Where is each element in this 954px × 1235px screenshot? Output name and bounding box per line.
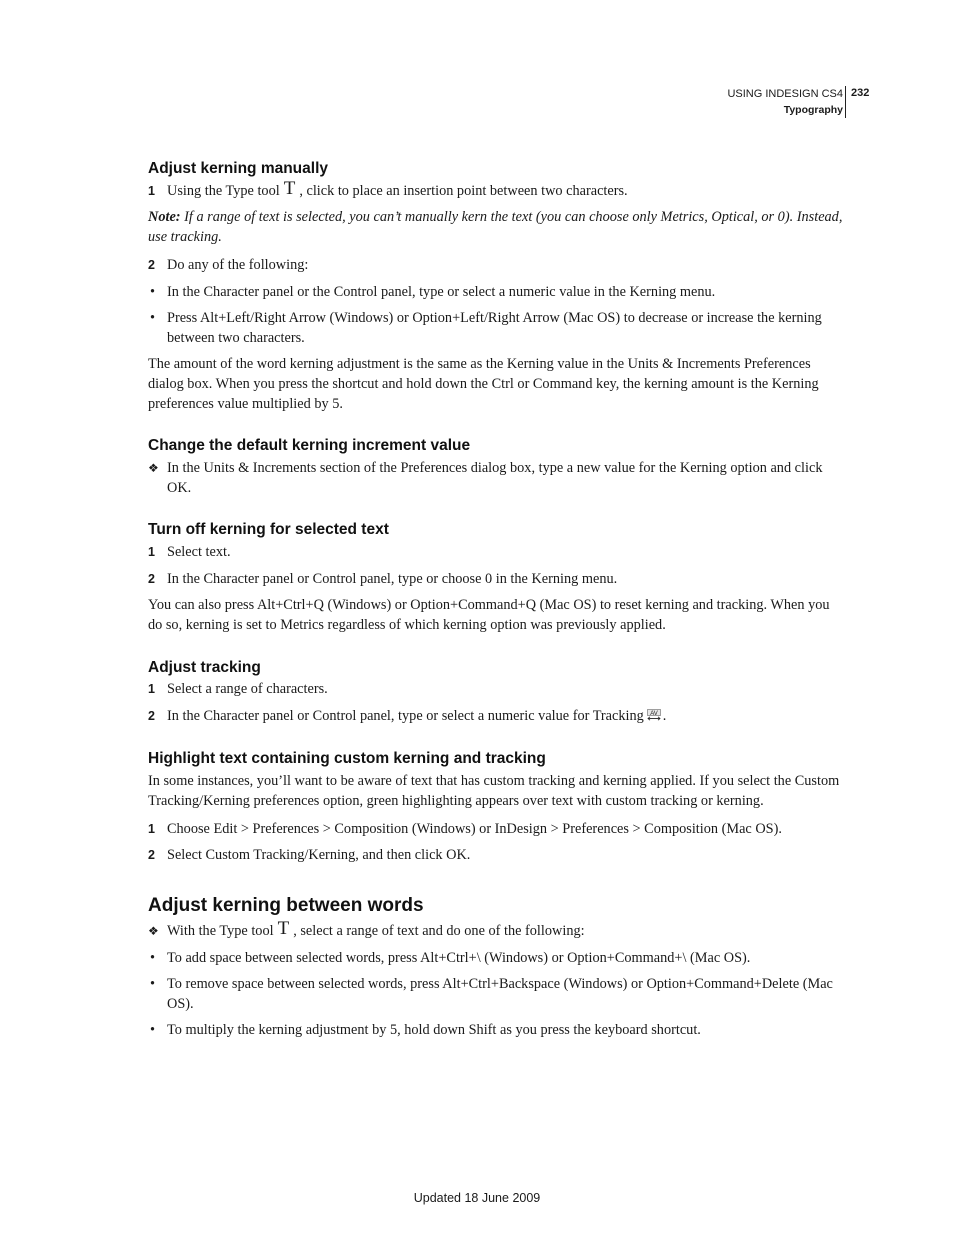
diamond-bullet-icon: ❖ [148,924,159,938]
body-paragraph: The amount of the word kerning adjustment is the same as the Kerning value in the Units & Increments Preferences dialog box. When you press the shortcut and hold down the Ctrl or Command key, the kerning amount is the Kerning preferences value multiplied by 5. [148,356,819,412]
heading-turn-off-kerning: Turn off kerning for selected text [148,521,389,538]
procedure-text-cont: , select a range of text and do one of the following: [293,923,585,939]
step-text: Select Custom Tracking/Kerning, and then click OK. [167,847,471,863]
type-tool-icon: T [277,918,290,939]
tracking-icon [647,709,661,721]
step-number: 2 [148,258,155,272]
procedure-text: In the Units & Increments section of the Preferences dialog box, type a new value for the Kerning option and click OK. [167,460,823,496]
chapter-title: Typography [783,104,843,116]
bullet-marker: • [150,950,156,966]
step-number: 1 [148,184,155,198]
note-text: If a range of text is selected, you can’t manually kern the text (you can choose only Metrics, Optical, or 0). Instead, use tracking. [148,209,843,245]
step-text-cont: . [662,708,667,724]
procedure-item [148,459,843,499]
step-1 [148,680,843,700]
bullet-item [148,283,843,303]
procedure-text: With the Type tool [167,923,274,939]
bullet-marker: • [150,976,156,992]
step-2 [148,707,843,727]
step-text: Select a range of characters. [167,681,328,697]
note [148,208,843,248]
heading-adjust-kerning-manually: Adjust kerning manually [148,160,329,177]
step-number: 2 [148,709,155,723]
running-header [727,86,843,118]
step-1 [148,820,843,840]
step-number: 2 [148,572,155,586]
heading-adjust-kerning-between-words: Adjust kerning between words [148,895,424,916]
body-paragraph: You can also press Alt+Ctrl+Q (Windows) or Option+Command+Q (Mac OS) to reset kerning and tracking. When you do so, kerning is set to Metrics regardless of which kerning option was previously applied. [148,597,830,633]
bullet-text: To add space between selected words, press Alt+Ctrl+\ (Windows) or Option+Command+\ (Mac OS). [167,950,751,966]
bullet-text: To multiply the kerning adjustment by 5, hold down Shift as you press the keyboard shortcut. [167,1022,701,1038]
step-text: Using the Type tool [167,183,280,199]
bullet-text: Press Alt+Left/Right Arrow (Windows) or Option+Left/Right Arrow (Mac OS) to decrease or increase the kerning between two characters. [167,310,822,346]
step-text: In the Character panel or Control panel, type or choose 0 in the Kerning menu. [167,571,618,587]
svg-text:AV: AV [650,711,658,717]
bullet-item [148,975,843,1015]
step-text: In the Character panel or Control panel, type or select a numeric value for Tracking [167,708,644,724]
bullet-item [148,949,843,969]
step-number: 1 [148,822,155,836]
heading-adjust-tracking: Adjust tracking [148,659,261,676]
step-number: 1 [148,682,155,696]
bullet-marker: • [150,310,156,326]
step-2 [148,256,843,276]
heading-highlight-custom-kerning: Highlight text containing custom kerning and tracking [148,750,546,767]
step-text: Choose Edit > Preferences > Composition (Windows) or InDesign > Preferences > Composition (Mac OS). [167,821,782,837]
bullet-item [148,309,843,349]
step-1 [148,543,843,563]
book-title: USING INDESIGN CS4 [727,88,843,100]
bullet-text: In the Character panel or the Control panel, type or select a numeric value in the Kerning menu. [167,284,716,300]
step-2 [148,570,843,590]
step-text: Select text. [167,544,231,560]
step-number: 2 [148,848,155,862]
heading-change-default-kerning: Change the default kerning increment value [148,437,471,454]
procedure-item [148,918,843,942]
page-number: 232 [851,87,870,99]
step-1 [148,178,843,202]
body-paragraph: In some instances, you’ll want to be aware of text that has custom tracking and kerning applied. If you select the Custom Tracking/Kerning preferences option, green highlighting appears over text with custom tracking or kerning. [148,773,840,809]
bullet-marker: • [150,284,156,300]
header-divider [845,86,846,118]
step-text-cont: , click to place an insertion point between two characters. [299,183,628,199]
step-number: 1 [148,545,155,559]
note-label: Note: [148,209,181,225]
step-text: Do any of the following: [167,257,309,273]
bullet-text: To remove space between selected words, press Alt+Ctrl+Backspace (Windows) or Option+Command+Delete (Mac OS). [167,976,833,1012]
bullet-marker: • [150,1022,156,1038]
step-2 [148,846,843,866]
page-footer: Updated 18 June 2009 [413,1191,541,1205]
type-tool-icon: T [283,178,296,199]
bullet-item [148,1021,843,1041]
diamond-bullet-icon: ❖ [148,461,159,475]
